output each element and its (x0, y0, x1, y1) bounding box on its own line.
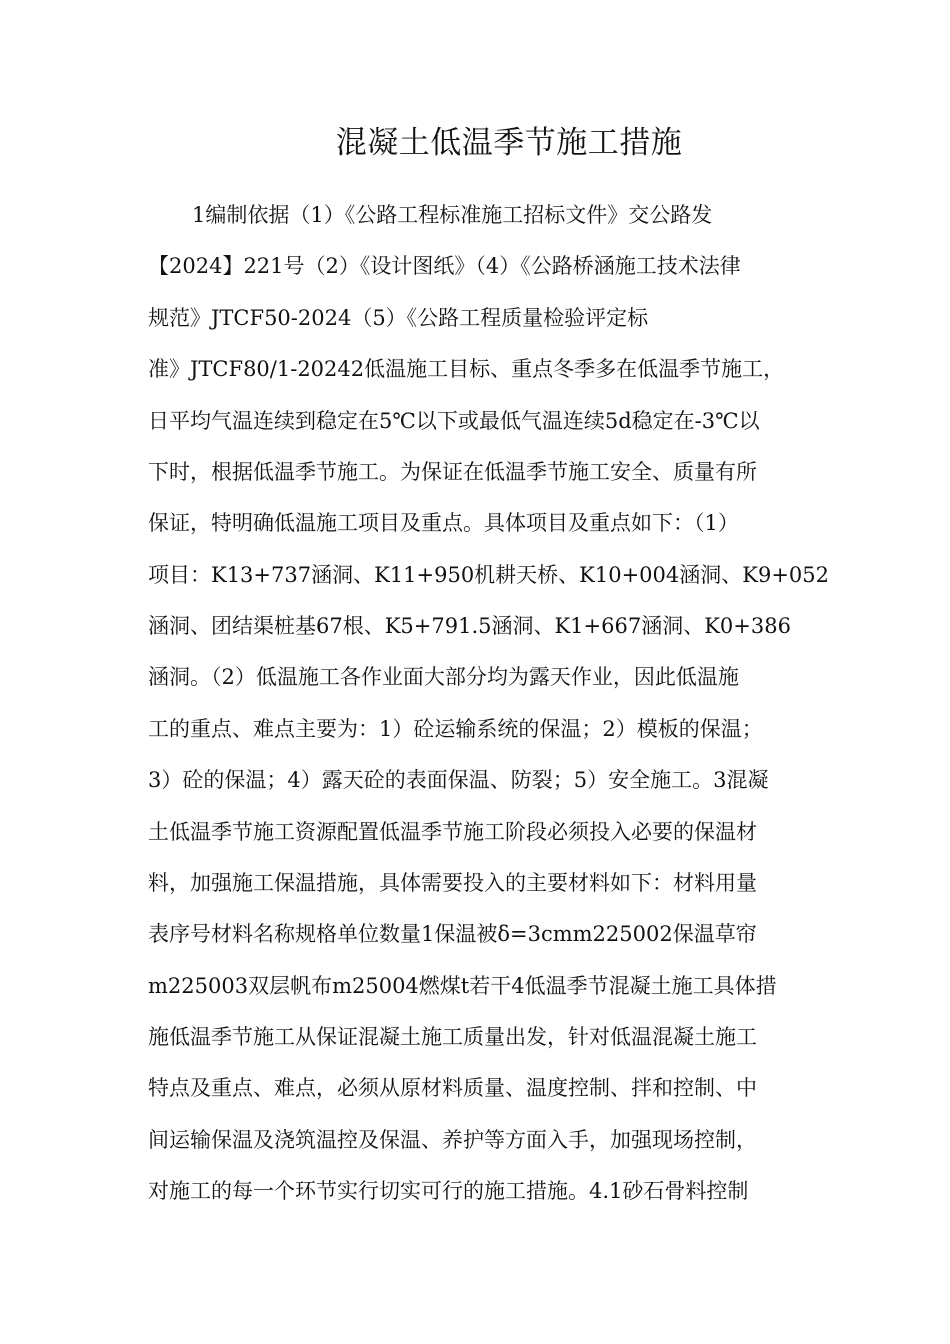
paragraph-line-2: 【2024】221号（2）《设计图纸》（4）《公路桥涵施工技术法律 (148, 254, 741, 278)
paragraph-line-15: 表序号材料名称规格单位数量1保温被δ=3cmm225002保温草帘 (148, 922, 757, 946)
paragraph-line-20: 对施工的每一个环节实行切实可行的施工措施。4.1砂石骨料控制 (148, 1179, 749, 1203)
paragraph-line-5: 日平均气温连续到稳定在5℃以下或最低气温连续5d稳定在-3℃以 (148, 409, 760, 433)
paragraph-line-1: 1编制依据（1）《公路工程标准施工招标文件》交公路发 (192, 203, 713, 227)
paragraph-line-8: 项目：K13+737涵洞、K11+950机耕天桥、K10+004涵洞、K9+052 (148, 563, 829, 587)
paragraph-line-3: 规范》JTCF50-2024（5）《公路工程质量检验评定标 (148, 306, 649, 330)
paragraph-line-12: 3）砼的保温；4）露天砼的表面保温、防裂；5）安全施工。3混凝 (148, 768, 769, 792)
paragraph-line-17: 施低温季节施工从保证混凝土施工质量出发，针对低温混凝土施工 (148, 1025, 757, 1049)
paragraph-line-10: 涵洞。（2）低温施工各作业面大部分均为露天作业，因此低温施 (148, 665, 739, 689)
document-title: 混凝土低温季节施工措施 (335, 125, 683, 161)
paragraph-line-18: 特点及重点、难点，必须从原材料质量、温度控制、拌和控制、中 (148, 1076, 757, 1100)
paragraph-line-4: 准》JTCF80/1-20242低温施工目标、重点冬季多在低温季节施工， (148, 357, 785, 381)
paragraph-line-9: 涵洞、团结渠桩基67根、K5+791.5涵洞、K1+667涵洞、K0+386 (148, 614, 791, 638)
paragraph-line-13: 土低温季节施工资源配置低温季节施工阶段必须投入必要的保温材 (148, 820, 757, 844)
paragraph-line-7: 保证，特明确低温施工项目及重点。具体项目及重点如下：（1） (148, 511, 739, 535)
paragraph-line-14: 料，加强施工保温措施，具体需要投入的主要材料如下：材料用量 (148, 871, 757, 895)
paragraph-line-19: 间运输保温及浇筑温控及保温、养护等方面入手，加强现场控制， (148, 1128, 757, 1152)
paragraph-line-16: m225003双层帆布m25004燃煤t若干4低温季节混凝土施工具体措 (148, 974, 777, 998)
paragraph-line-11: 工的重点、难点主要为：1）砼运输系统的保温；2）模板的保温； (148, 717, 763, 741)
paragraph-line-6: 下时，根据低温季节施工。为保证在低温季节施工安全、质量有所 (148, 460, 757, 484)
